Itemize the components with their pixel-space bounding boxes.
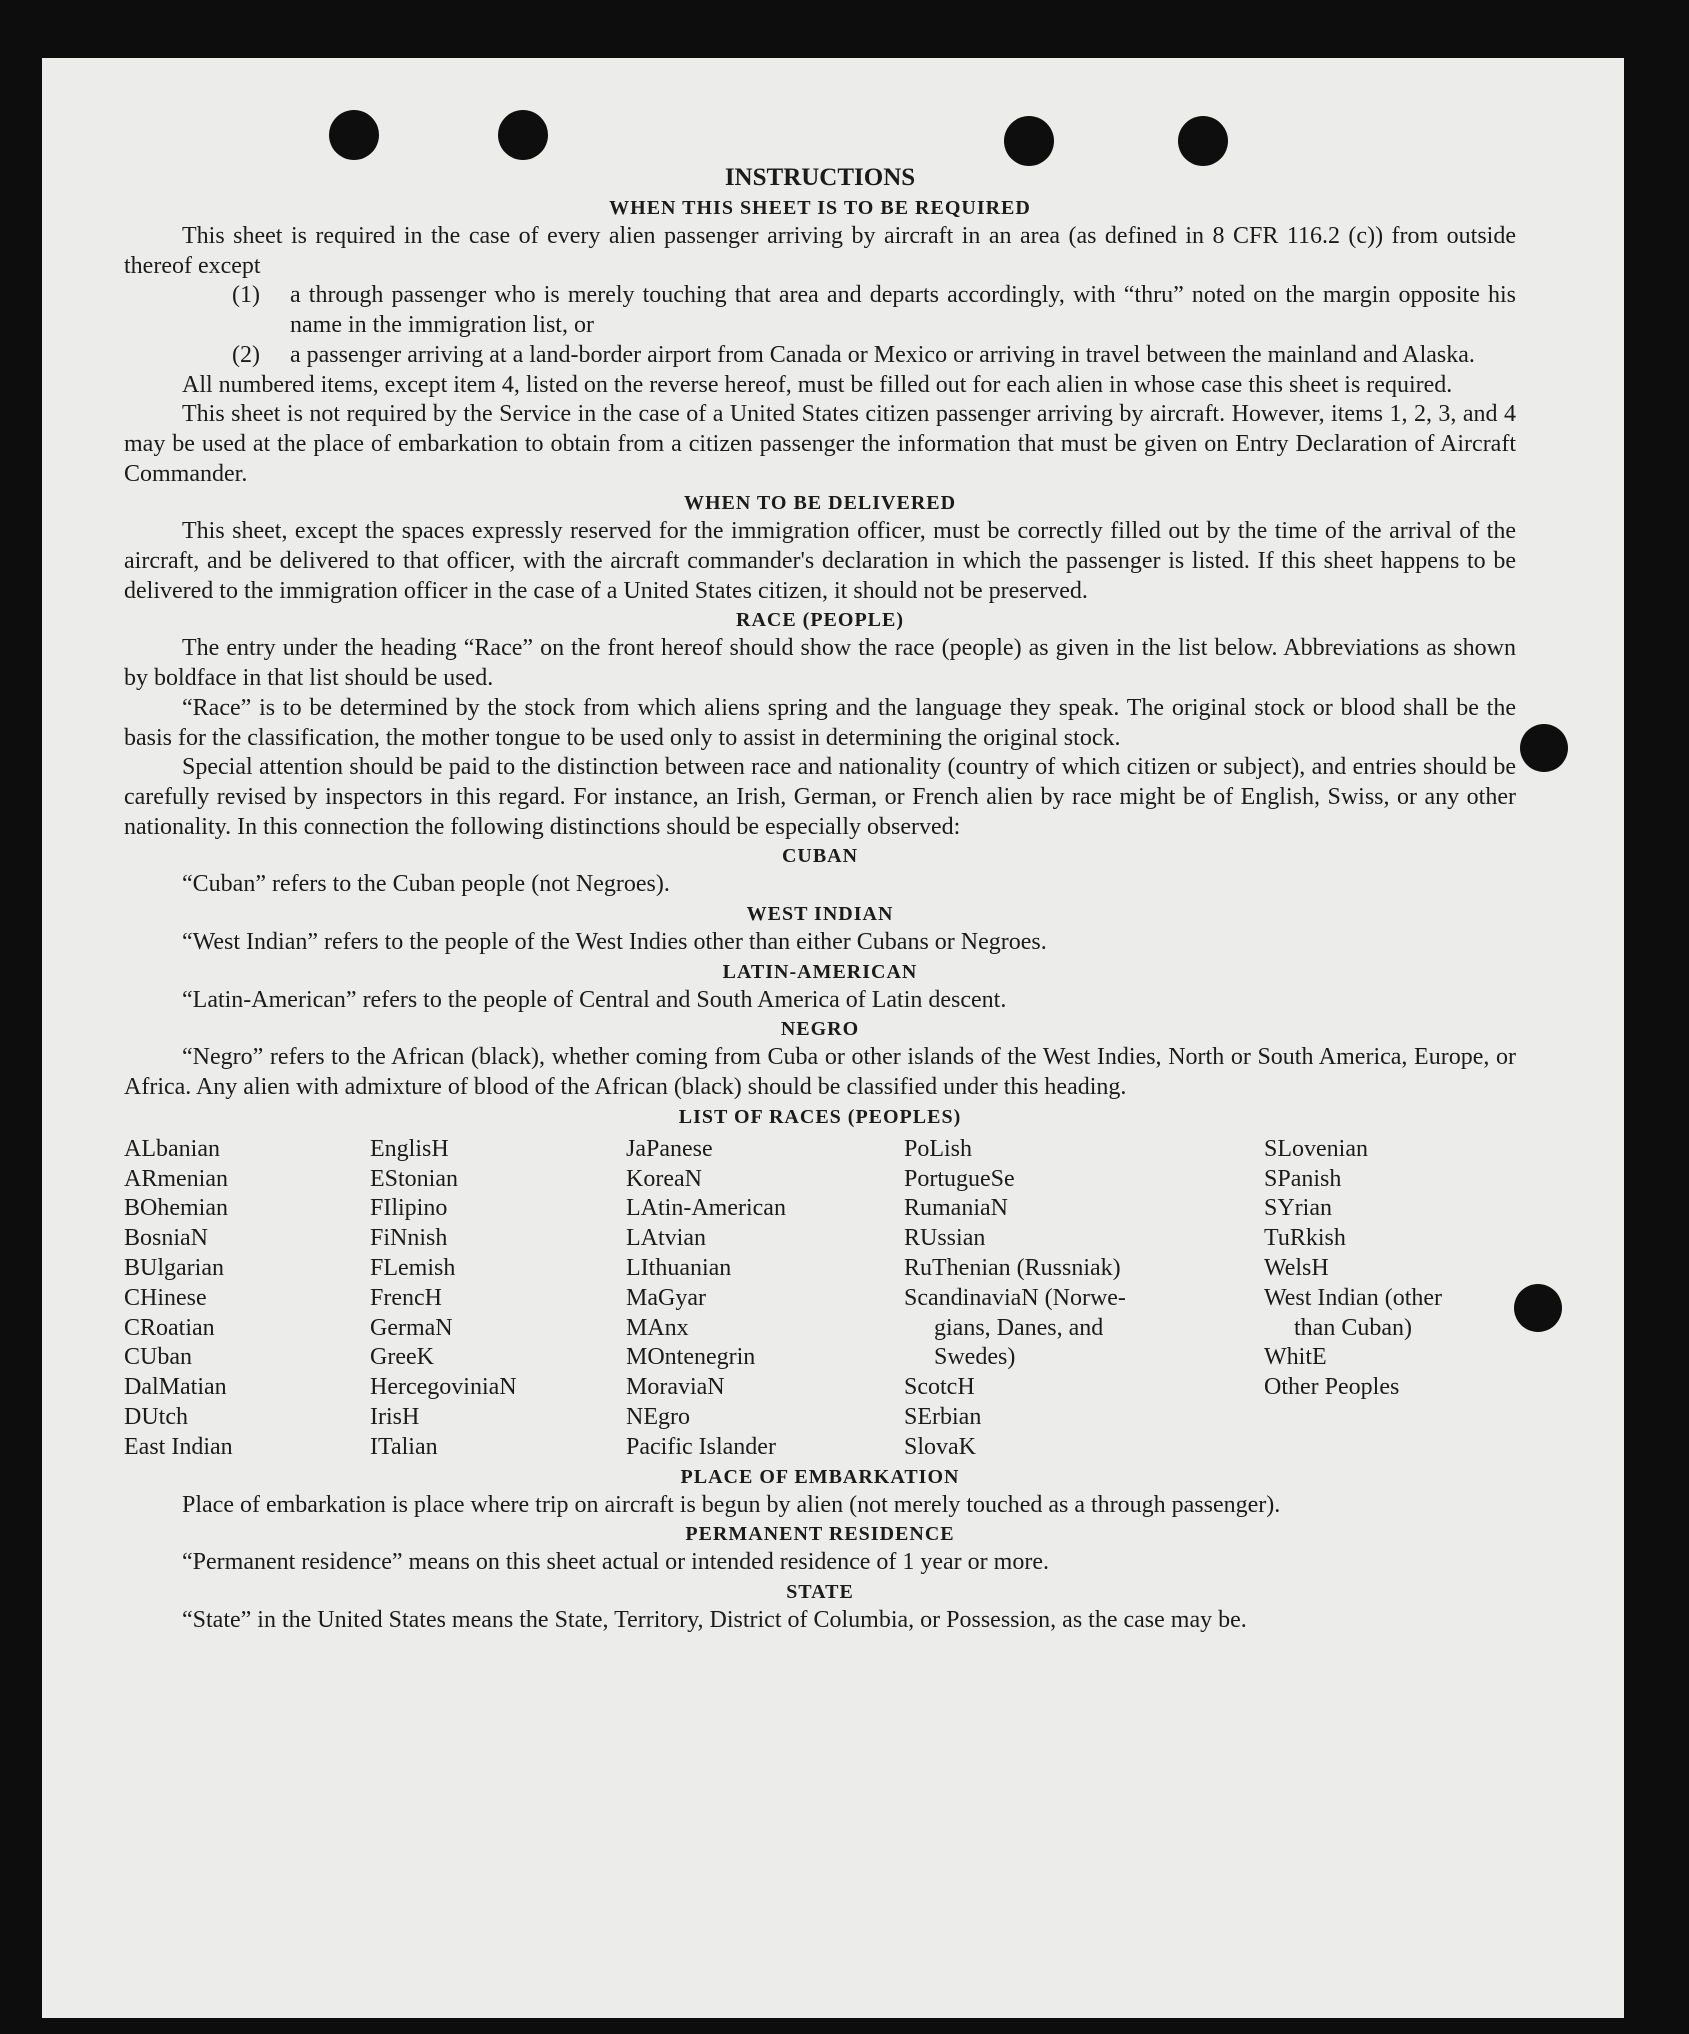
heading-west-indian: WEST INDIAN [746, 903, 894, 926]
race-item: RuThenian (Russniak) [904, 1255, 1121, 1282]
paragraph-required-intro: This sheet is required in the case of every alien passenger arriving by aircraft in an area (as defined in 8 CFR 116.2 (c)) from outside thereof except [124, 223, 1516, 279]
page-title: INSTRUCTIONS [724, 164, 916, 191]
race-item: MaGyar [626, 1284, 706, 1311]
race-item: BUlgarian [124, 1255, 224, 1282]
races-column [904, 1135, 1264, 1463]
race-item-continued: gians, Danes, and [934, 1314, 1104, 1341]
race-item: ScotcH [904, 1374, 975, 1401]
race-item: GermaN [370, 1314, 453, 1341]
heading-state: STATE [786, 1581, 854, 1604]
punch-hole-top-2 [498, 110, 548, 160]
punch-hole-top-4 [1178, 116, 1228, 166]
race-item: MOntenegrin [626, 1344, 756, 1371]
race-item: SYrian [1264, 1195, 1332, 1222]
race-item: LAtvian [626, 1225, 706, 1252]
race-item: BOhemian [124, 1195, 228, 1222]
paragraph-citizen: This sheet is not required by the Service in the case of a United States citizen passenger arriving by aircraft. However, items 1, 2, 3, and 4 may be used at the place of embarkation to obtain from a citizen passenger the information that must be given on Entry Declaration of Aircraft Commander. [124, 401, 1516, 487]
heading-list-of-races: LIST OF RACES (PEOPLES) [678, 1105, 962, 1128]
race-item: NEgro [626, 1404, 690, 1431]
paragraph-race-stock: “Race” is to be determined by the stock from which aliens spring and the language they speak. The original stock or blood shall be the basis for the classification, the mother tongue to be used only to assist in determining the original stock. [124, 694, 1516, 751]
race-item-continued: Swedes) [934, 1344, 1016, 1371]
races-column [626, 1135, 904, 1463]
race-item: JaPanese [626, 1135, 713, 1162]
paragraph-embarkation: Place of embarkation is place where trip on aircraft is begun by alien (not merely touched as a through passenger). [182, 1491, 1281, 1518]
race-item-continued: than Cuban) [1294, 1314, 1412, 1341]
race-item: WelsH [1264, 1255, 1329, 1282]
punch-hole-top-3 [1004, 116, 1054, 166]
race-item: FIlipino [370, 1195, 448, 1222]
paragraph-negro: “Negro” refers to the African (black), whether coming from Cuba or other islands of the West Indies, North or South America, Europe, or Africa. Any alien with admixture of blood of the African (black) should be classified under this heading. [124, 1044, 1516, 1101]
race-item: FrencH [370, 1284, 442, 1311]
punch-hole-top-1 [329, 110, 379, 160]
race-item: WhitE [1264, 1344, 1327, 1371]
race-item: SLovenian [1264, 1135, 1368, 1162]
heading-race: RACE (PEOPLE) [736, 609, 904, 632]
paragraph-numbered-items: All numbered items, except item 4, listed on the reverse hereof, must be filled out for each alien in whose case this sheet is required. [182, 371, 1453, 398]
paragraph-state: “State” in the United States means the State, Territory, District of Columbia, or Possession, as the case may be. [182, 1607, 1247, 1634]
race-item: GreeK [370, 1344, 434, 1371]
exception-item [232, 341, 1516, 371]
race-item: TuRkish [1264, 1225, 1346, 1252]
race-item: ARmenian [124, 1165, 228, 1192]
race-item: SPanish [1264, 1165, 1342, 1192]
paragraph-west-indian: “West Indian” refers to the people of the West Indies other than either Cubans or Negroes. [182, 929, 1047, 956]
paragraph-cuban: “Cuban” refers to the Cuban people (not Negroes). [182, 871, 670, 898]
race-item: East Indian [124, 1433, 233, 1460]
item-number: (1) [232, 282, 260, 309]
paragraph-race-entry: The entry under the heading “Race” on the front hereof should show the race (people) as given in the list below. Abbreviations as shown by boldface in that list should be used. [124, 635, 1516, 692]
paragraph-delivered: This sheet, except the spaces expressly reserved for the immigration officer, must be correctly filled out by the time of the arrival of the aircraft, and be delivered to that officer, with the aircraft commander's declaration in which the passenger is listed. If this sheet happens to be delivered to the immigration officer in the case of a United States citizen, it should not be preserved. [124, 518, 1516, 604]
race-item: ScandinaviaN (Norwe- [904, 1284, 1126, 1311]
heading-negro: NEGRO [780, 1018, 860, 1041]
heading-when-delivered: WHEN TO BE DELIVERED [683, 492, 957, 515]
race-item: DalMatian [124, 1374, 227, 1401]
race-item: ITalian [370, 1433, 438, 1460]
paragraph-latin-american: “Latin-American” refers to the people of Central and South America of Latin descent. [182, 986, 1007, 1013]
instructions-content [124, 162, 1516, 1636]
paragraph-race-nationality: Special attention should be paid to the distinction between race and nationality (country of which citizen or subject), and entries should be carefully revised by inspectors in this regard. For instance, an Irish, German, or French alien by race might be of English, Swiss, or any other nationality. In this connection the following distinctions should be especially observed: [124, 754, 1516, 840]
race-item: HercegoviniaN [370, 1374, 517, 1401]
heading-embarkation: PLACE OF EMBARKATION [680, 1465, 960, 1488]
race-item: MoraviaN [626, 1374, 725, 1401]
paragraph-permanent-residence: “Permanent residence” means on this sheet actual or intended residence of 1 year or more. [182, 1549, 1049, 1576]
race-item: Other Peoples [1264, 1374, 1400, 1401]
races-column [124, 1135, 370, 1463]
item-number: (2) [232, 341, 260, 368]
race-item: PoLish [904, 1135, 973, 1162]
punch-hole-right-1 [1520, 724, 1568, 772]
races-column [1264, 1135, 1516, 1463]
race-item: IrisH [370, 1404, 420, 1431]
race-item: CHinese [124, 1284, 207, 1311]
race-item: EnglisH [370, 1135, 449, 1162]
race-item: EStonian [370, 1165, 458, 1192]
heading-cuban: CUBAN [781, 845, 859, 868]
exception-item [232, 281, 1516, 340]
race-item: DUtch [124, 1404, 188, 1431]
race-item: CRoatian [124, 1314, 215, 1341]
punch-hole-right-2 [1514, 1284, 1562, 1332]
race-item: West Indian (other [1264, 1284, 1443, 1311]
race-item: FiNnish [370, 1225, 448, 1252]
race-item: ALbanian [124, 1135, 220, 1162]
race-item: SlovaK [904, 1433, 976, 1460]
races-column [370, 1135, 626, 1463]
heading-latin-american: LATIN-AMERICAN [722, 960, 918, 983]
race-item: PortugueSe [904, 1165, 1015, 1192]
race-item: LAtin-American [626, 1195, 786, 1222]
heading-permanent-residence: PERMANENT RESIDENCE [685, 1523, 955, 1546]
race-item: BosniaN [124, 1225, 208, 1252]
race-item: FLemish [370, 1255, 456, 1282]
race-item: KoreaN [626, 1165, 702, 1192]
race-item: CUban [124, 1344, 192, 1371]
race-item: SErbian [904, 1404, 982, 1431]
race-item: LIthuanian [626, 1255, 732, 1282]
race-item: Pacific Islander [626, 1433, 776, 1460]
race-item: RumaniaN [904, 1195, 1008, 1222]
item-text: a passenger arriving at a land-border airport from Canada or Mexico or arriving in travel between the mainland and Alaska. [290, 341, 1475, 368]
heading-when-required: WHEN THIS SHEET IS TO BE REQUIRED [609, 197, 1031, 219]
races-list [124, 1135, 1516, 1463]
item-text: a through passenger who is merely touching that area and departs accordingly, with “thru” noted on the margin opposite his name in the immigration list, or [290, 282, 1516, 339]
race-item: RUssian [904, 1225, 986, 1252]
race-item: MAnx [626, 1314, 689, 1341]
